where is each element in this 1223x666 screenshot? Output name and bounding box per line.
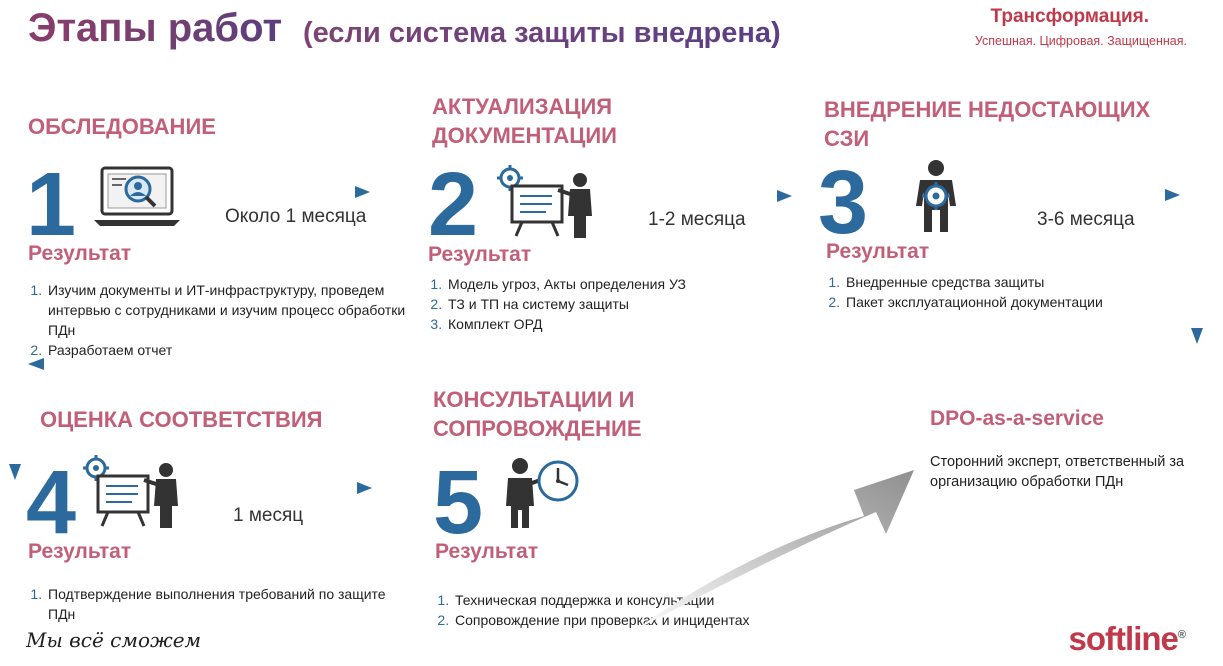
- connector-down-arrow-left: [8, 376, 22, 480]
- stage-5-title: [433, 385, 642, 443]
- list-item: 2. Сопровождение при проверках и инцидентах: [453, 610, 833, 630]
- person-clock-icon: [502, 456, 582, 530]
- stage-title-line: ВНЕДРЕНИЕ НЕДОСТАЮЩИХ: [824, 97, 1151, 122]
- stage-2-title: [432, 92, 617, 150]
- list-item: 2. ТЗ и ТП на систему защиты: [446, 294, 806, 314]
- connector-down-arrow-right: [1190, 224, 1204, 344]
- stage-1-results: [28, 280, 426, 360]
- stage-4-title: [40, 405, 322, 434]
- stage-title-line: АКТУАЛИЗАЦИЯ: [432, 94, 613, 119]
- list-item: 2. Пакет эксплуатационной документации: [844, 292, 1204, 312]
- stage-1-title: [28, 112, 216, 141]
- presenter-board-gear-icon: [82, 454, 187, 530]
- stage-1-number: 1: [26, 155, 77, 255]
- connector-return-arrow: [28, 357, 1192, 371]
- stage-title-line: СЗИ: [824, 126, 870, 151]
- slogan: Мы всё сможем: [26, 628, 202, 652]
- stage-2-arrow: [614, 189, 792, 203]
- dpo-title: DPO-as-a-service: [930, 407, 1104, 430]
- stage-title-line: КОНСУЛЬТАЦИИ И: [433, 387, 635, 412]
- stage-5-number: 5: [433, 453, 484, 553]
- stage-1-result-label: Результат: [28, 242, 132, 265]
- list-item: 1. Изучим документы и ИТ-инфраструктуру, проведем интервью с сотрудниками и изучим процесс обработки ПДн: [46, 280, 426, 340]
- stage-4-result-label: Результат: [28, 540, 132, 563]
- stage-4-number: 4: [26, 453, 77, 553]
- stage-2-result-label: Результат: [428, 243, 532, 266]
- softline-logo: softline®: [1068, 620, 1185, 657]
- stage-3-duration: 3-6 месяца: [1037, 209, 1135, 230]
- stage-1-duration: Около 1 месяца: [225, 206, 367, 227]
- dpo-description: Сторонний эксперт, ответственный за организацию обработки ПДн: [930, 454, 1185, 490]
- brand-tagline-head: Трансформация.: [990, 6, 1149, 27]
- list-item: 1. Внедренные средства защиты: [844, 272, 1204, 292]
- laptop-search-icon: [92, 164, 182, 230]
- presenter-board-gear-icon: [496, 164, 601, 240]
- stage-3-results: [826, 272, 1204, 312]
- stage-4-duration: 1 месяц: [233, 505, 304, 526]
- list-item: 3. Комплект ОРД: [446, 314, 806, 334]
- stage-title-line: ОБСЛЕДОВАНИЕ: [28, 114, 216, 139]
- list-item: 1. Техническая поддержка и консультации: [453, 590, 833, 610]
- stage-4-results: [28, 584, 416, 624]
- stage-3-title: [824, 95, 1150, 153]
- list-item: 1. Подтверждение выполнения требований по защите ПДн: [46, 584, 416, 624]
- page-subtitle: (если система защиты внедрена): [303, 17, 781, 49]
- stage-title-line: ОЦЕНКА СООТВЕТСТВИЯ: [40, 407, 323, 432]
- page-title: Этапы работ: [28, 6, 283, 50]
- brand-tagline-sub: Успешная. Цифровая. Защищенная.: [974, 34, 1187, 48]
- stage-3-arrow: [1008, 188, 1180, 202]
- stage-2-duration: 1-2 месяца: [648, 209, 746, 230]
- curved-arrow-icon: [628, 454, 918, 636]
- stage-3-result-label: Результат: [826, 240, 930, 263]
- stage-title-line: ДОКУМЕНТАЦИИ: [432, 123, 617, 148]
- stage-3-number: 3: [818, 153, 869, 253]
- stage-2-number: 2: [428, 155, 479, 255]
- list-item: 2. Разработаем отчет: [46, 340, 426, 360]
- stage-5-result-label: Результат: [435, 540, 539, 563]
- list-item: 1. Модель угроз, Акты определения УЗ: [446, 274, 806, 294]
- person-gear-icon: [910, 158, 962, 234]
- stage-title-line: СОПРОВОЖДЕНИЕ: [433, 416, 642, 441]
- stage-4-arrow: [190, 481, 372, 495]
- stage-2-results: [428, 274, 806, 334]
- stage-1-arrow: [195, 185, 370, 199]
